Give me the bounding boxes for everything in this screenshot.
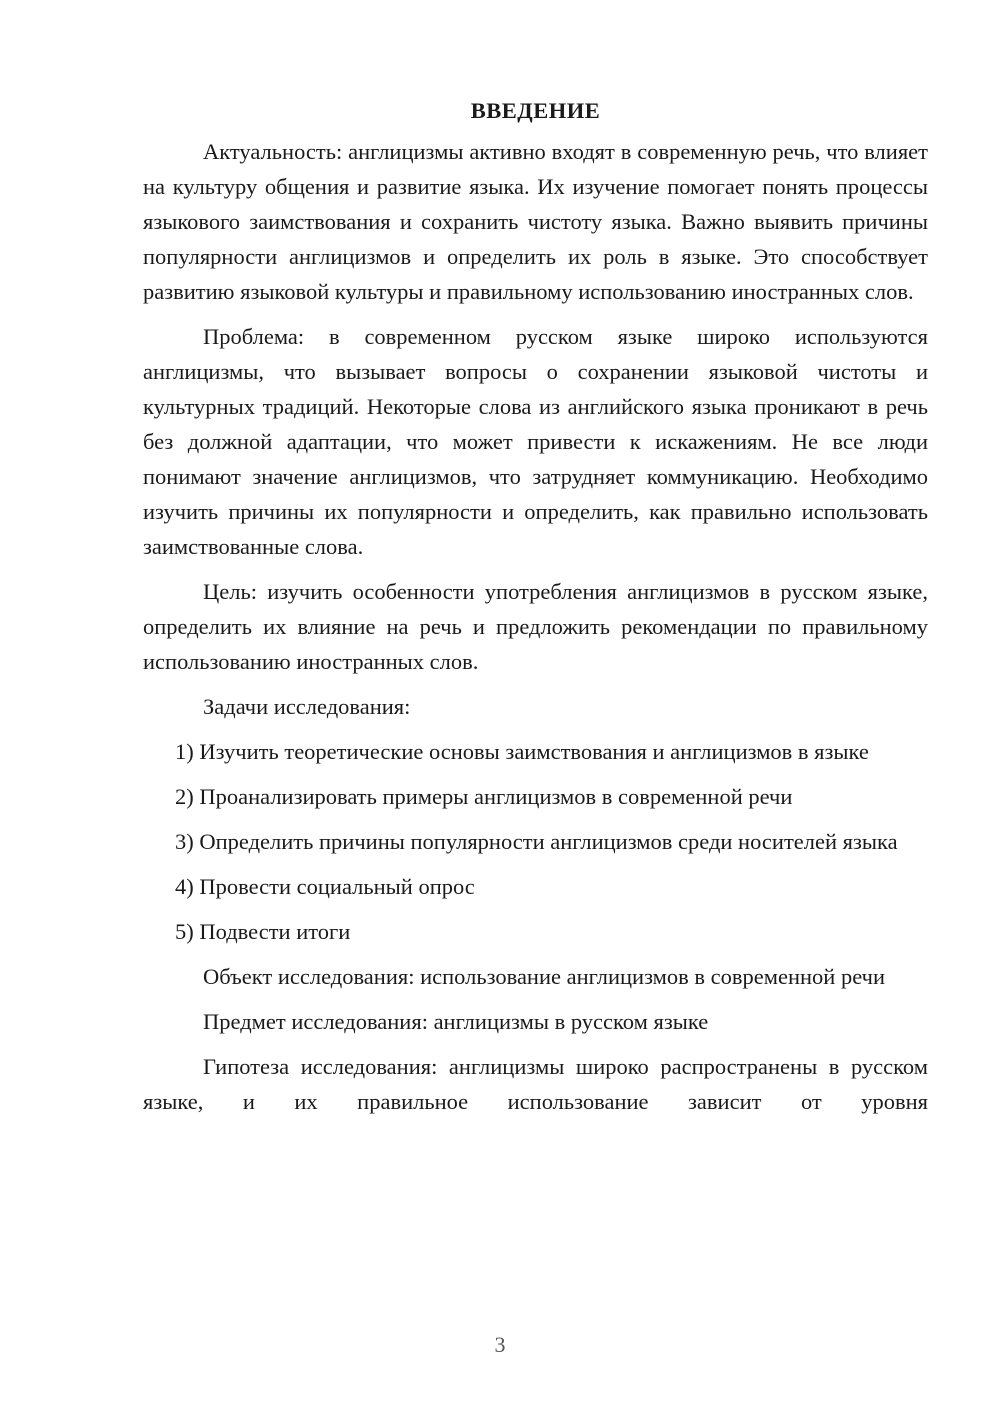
list-item: 2) Проанализировать примеры англицизмов в современной речи [175,784,793,809]
page-number: 3 [494,1332,506,1357]
page-content [143,93,928,1129]
paragraph-subject: Предмет исследования: англицизмы в русском языке [203,1009,709,1034]
paragraph-object: Объект исследования: использование англицизмов в современной речи [203,964,885,989]
paragraph-problem: Проблема: в современном русском языке широко используются англицизмы, что вызывает вопросы о сохранении языковой чистоты и культурных традиций. Некоторые слова из английского языка проникают в речь без должной адаптации, что может привести к искажениям. Не все люди понимают значение англицизмов, что затрудняет коммуникацию. Необходимо изучить причины их популярности и определить, как правильно использовать заимствованные слова. [143,324,928,559]
paragraph-hypothesis: Гипотеза исследования: англицизмы широко распространены в русском языке, и их правильное использование зависит от уровня [143,1054,928,1114]
list-item: 4) Провести социальный опрос [175,874,475,899]
list-item: 1) Изучить теоретические основы заимствования и англицизмов в языке [175,739,869,764]
page-title: ВВЕДЕНИЕ [470,98,601,123]
list-item: 3) Определить причины популярности англицизмов среди носителей языка [175,829,898,854]
paragraph-goal: Цель: изучить особенности употребления англицизмов в русском языке, определить их влияние на речь и предложить рекомендации по правильному использованию иностранных слов. [143,579,928,674]
list-item: 5) Подвести итоги [175,919,351,944]
paragraph-relevance: Актуальность: англицизмы активно входят в современную речь, что влияет на культуру общения и развитие языка. Их изучение помогает понять процессы языкового заимствования и сохранить чистоту языка. Важно выявить причины популярности англицизмов и определить их роль в языке. Это способствует развитию языковой культуры и правильному использованию иностранных слов. [143,139,928,304]
tasks-heading: Задачи исследования: [203,694,411,719]
